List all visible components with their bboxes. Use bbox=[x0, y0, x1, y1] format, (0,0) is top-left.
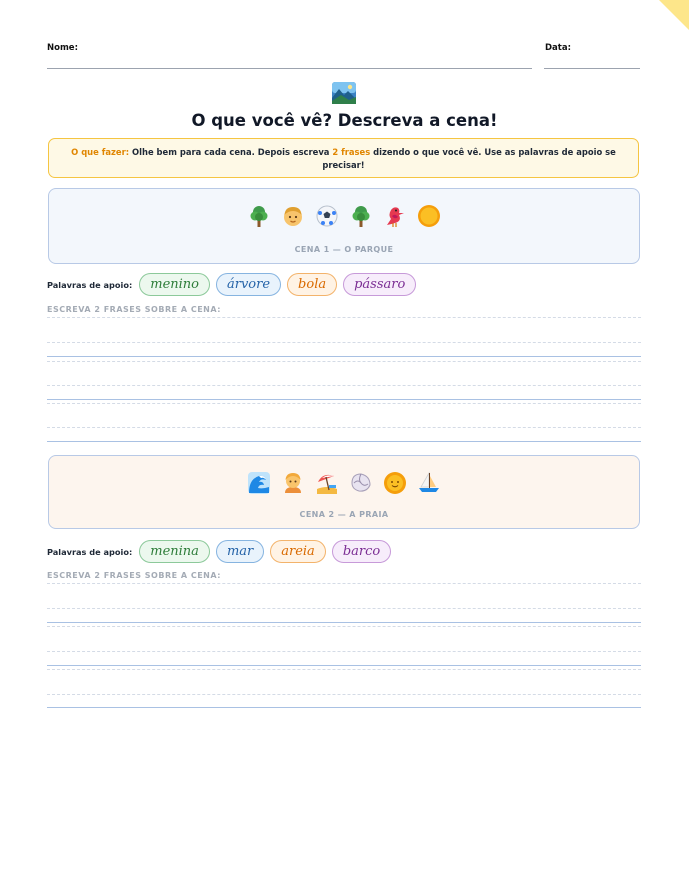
wave-icon bbox=[246, 470, 272, 496]
writing-guide-line bbox=[47, 342, 641, 343]
date-line[interactable] bbox=[544, 68, 640, 69]
name-label: Nome: bbox=[47, 43, 78, 53]
writing-guide-line bbox=[47, 385, 641, 386]
word-chip-arvore: árvore bbox=[216, 273, 281, 296]
scene-2-write-label: ESCREVA 2 FRASES SOBRE A CENA: bbox=[47, 571, 221, 580]
writing-guide-line bbox=[47, 626, 641, 627]
scene-1-support-words bbox=[47, 273, 416, 296]
word-chip-menina: menina bbox=[139, 540, 210, 563]
support-words-label: Palavras de apoio: bbox=[47, 546, 133, 557]
page-title: O que você vê? Descreva a cena! bbox=[191, 111, 498, 130]
tree-icon bbox=[348, 203, 374, 229]
corner-decoration bbox=[659, 0, 689, 30]
bird-icon bbox=[382, 203, 408, 229]
word-chip-barco: barco bbox=[332, 540, 391, 563]
boy-icon bbox=[280, 203, 306, 229]
writing-baseline[interactable] bbox=[47, 356, 641, 357]
scene-1-box bbox=[48, 188, 640, 264]
word-chip-passaro: pássaro bbox=[343, 273, 416, 296]
support-words-label: Palavras de apoio: bbox=[47, 279, 133, 290]
instructions-text-b: dizendo o que você vê. Use as palavras de apoio se precisar! bbox=[322, 147, 616, 170]
date-label: Data: bbox=[545, 43, 571, 53]
writing-guide-line bbox=[47, 608, 641, 609]
sailboat-icon bbox=[416, 470, 442, 496]
writing-guide-line bbox=[47, 361, 641, 362]
writing-guide-line bbox=[47, 583, 641, 584]
word-chip-areia: areia bbox=[270, 540, 326, 563]
writing-guide-line bbox=[47, 669, 641, 670]
scene-1-emoji-row bbox=[49, 203, 639, 229]
soccer-ball-icon bbox=[314, 203, 340, 229]
sun-icon bbox=[382, 470, 408, 496]
instructions-highlight: 2 frases bbox=[332, 147, 371, 157]
scene-2-box bbox=[48, 455, 640, 529]
writing-baseline[interactable] bbox=[47, 665, 641, 666]
writing-baseline[interactable] bbox=[47, 622, 641, 623]
name-line[interactable] bbox=[47, 68, 532, 69]
word-chip-menino: menino bbox=[139, 273, 210, 296]
scene-2-emoji-row bbox=[49, 470, 639, 496]
instructions-box bbox=[48, 138, 639, 178]
instructions-lead: O que fazer: bbox=[71, 147, 130, 157]
scene-2-support-words bbox=[47, 540, 391, 563]
picture-icon bbox=[332, 82, 356, 104]
writing-baseline[interactable] bbox=[47, 441, 641, 442]
scene-1-write-label: ESCREVA 2 FRASES SOBRE A CENA: bbox=[47, 305, 221, 314]
scene-1-caption: CENA 1 — O PARQUE bbox=[294, 245, 394, 254]
sun-icon bbox=[416, 203, 442, 229]
shell-icon bbox=[348, 470, 374, 496]
writing-baseline[interactable] bbox=[47, 399, 641, 400]
writing-guide-line bbox=[47, 403, 641, 404]
writing-baseline[interactable] bbox=[47, 707, 641, 708]
writing-guide-line bbox=[47, 651, 641, 652]
word-chip-bola: bola bbox=[287, 273, 337, 296]
child-icon bbox=[280, 470, 306, 496]
scene-2-caption: CENA 2 — A PRAIA bbox=[299, 510, 389, 519]
word-chip-mar: mar bbox=[216, 540, 264, 563]
beach-umbrella-icon bbox=[314, 470, 340, 496]
tree-icon bbox=[246, 203, 272, 229]
writing-guide-line bbox=[47, 317, 641, 318]
writing-guide-line bbox=[47, 694, 641, 695]
instructions-text-a: Olhe bem para cada cena. Depois escreva bbox=[129, 147, 333, 157]
writing-guide-line bbox=[47, 427, 641, 428]
